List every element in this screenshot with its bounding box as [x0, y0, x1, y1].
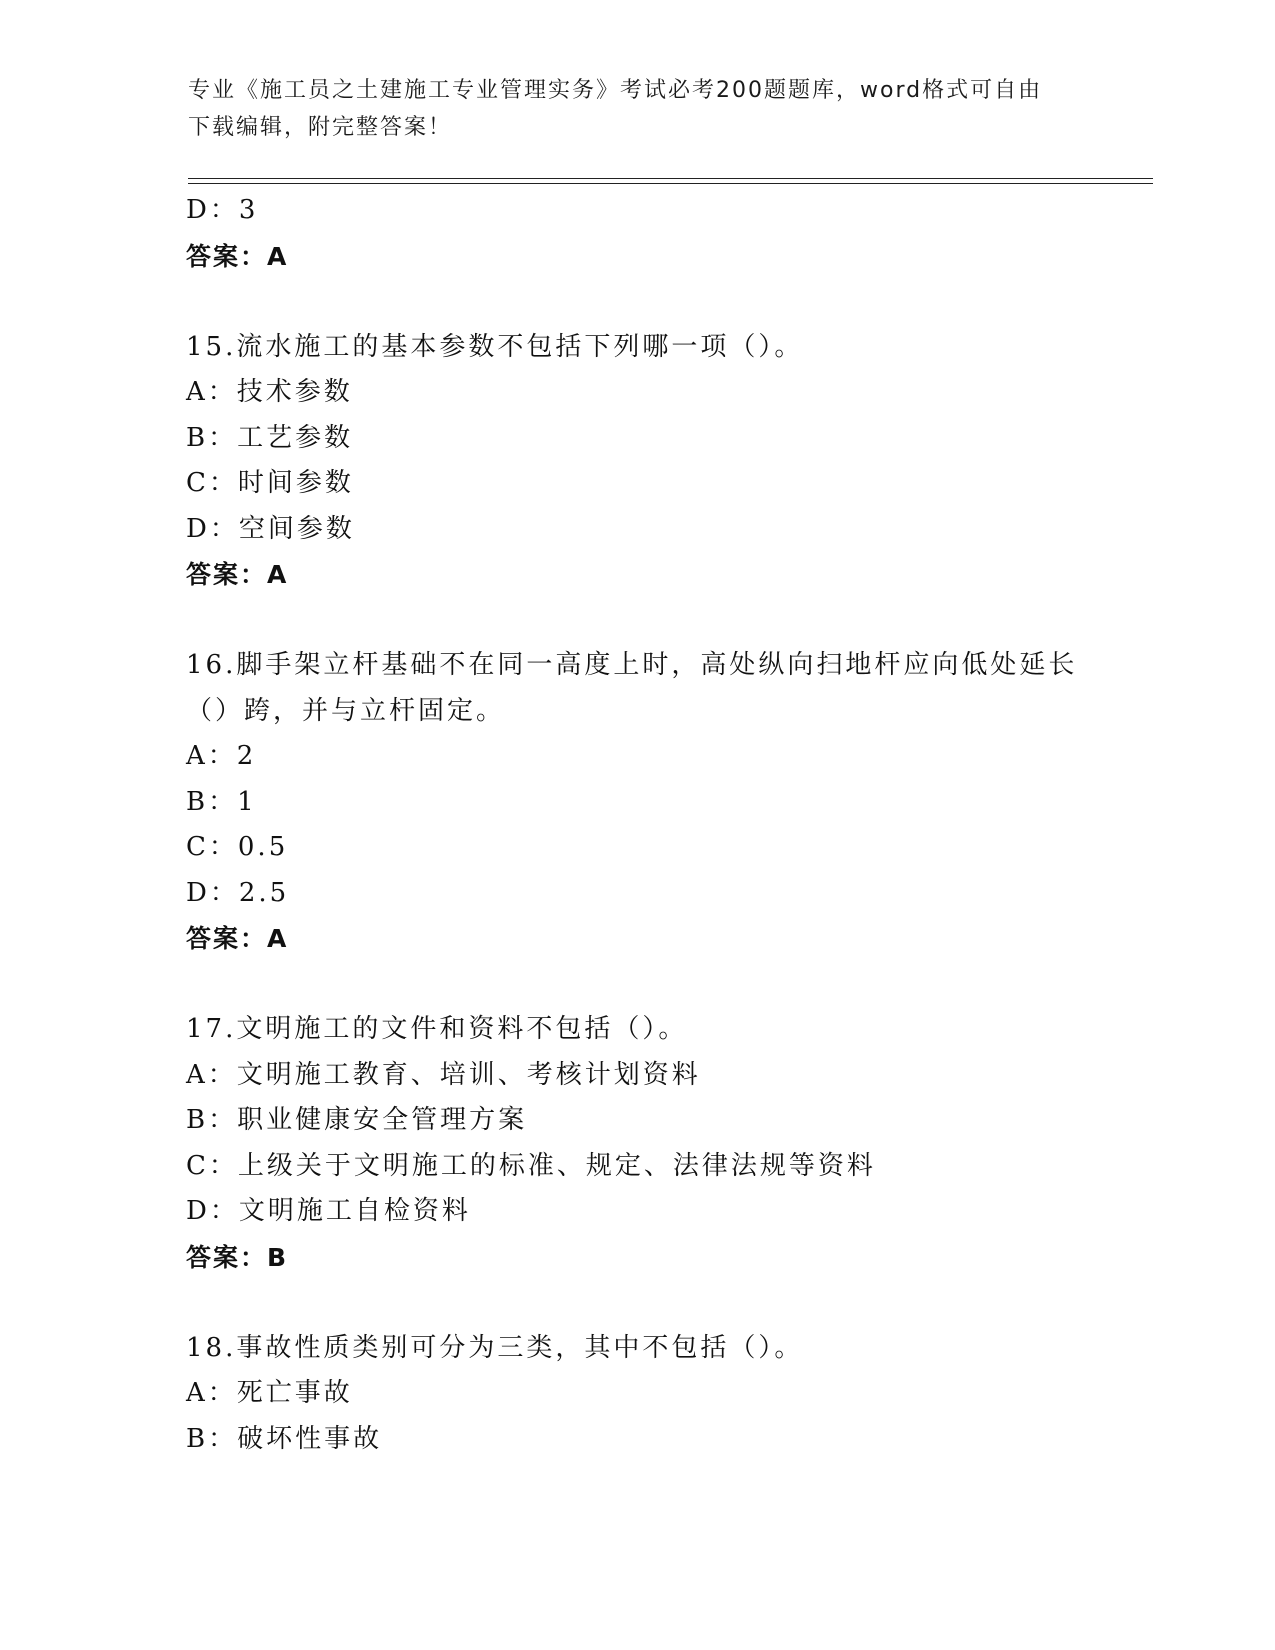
document-header: [188, 72, 1088, 146]
option-c: C：上级关于文明施工的标准、规定、法律法规等资料: [186, 1150, 876, 1181]
header-divider-bottom: [188, 183, 1153, 184]
answer-line: 答案：A: [186, 560, 289, 589]
option-d: D：空间参数: [186, 513, 355, 544]
header-line-2: 下载编辑，附完整答案！: [188, 115, 453, 140]
answer-line: 答案：B: [186, 1242, 289, 1272]
question-stem-line-2: （）跨，并与立杆固定。: [186, 695, 506, 726]
question-16: [186, 643, 1106, 962]
header-divider-top: [188, 178, 1153, 179]
question-stem: 18.事故性质类别可分为三类，其中不包括（）。: [186, 1332, 804, 1363]
answer-line: 答案：A: [186, 924, 289, 953]
header-line-1: 专业《施工员之土建施工专业管理实务》考试必考200题题库，word格式可自由: [188, 78, 1043, 103]
option-b: B：职业健康安全管理方案: [186, 1105, 528, 1135]
question-stem: 17.文明施工的文件和资料不包括（）。: [186, 1014, 688, 1044]
option-c: C：时间参数: [186, 468, 354, 498]
option-d: D：2.5: [186, 877, 290, 908]
option-d: D：3: [186, 195, 259, 225]
answer-line: 答案：A: [186, 241, 289, 271]
option-a: A：死亡事故: [186, 1378, 353, 1408]
option-c: C：0.5: [186, 832, 289, 862]
spacer: [186, 279, 1106, 325]
spacer: [186, 1280, 1106, 1326]
question-15: [186, 325, 1106, 598]
option-b: B：1: [186, 786, 257, 817]
option-b: B：工艺参数: [186, 422, 354, 453]
option-d: D：文明施工自检资料: [186, 1196, 471, 1226]
option-a: A：2: [186, 741, 257, 771]
question-17: [186, 1007, 1106, 1280]
option-b: B：破坏性事故: [186, 1423, 383, 1454]
question-stem-line-1: 16.脚手架立杆基础不在同一高度上时，高处纵向扫地杆应向低处延长: [186, 650, 1078, 680]
spacer: [186, 598, 1106, 644]
question-list: [186, 188, 1106, 1462]
option-a: A：文明施工教育、培训、考核计划资料: [186, 1059, 701, 1090]
question-stem: 15.流水施工的基本参数不包括下列哪一项（）。: [186, 331, 804, 362]
option-a: A：技术参数: [186, 377, 353, 407]
previous-question-tail: [186, 188, 1106, 279]
question-18: [186, 1326, 1106, 1463]
spacer: [186, 962, 1106, 1008]
